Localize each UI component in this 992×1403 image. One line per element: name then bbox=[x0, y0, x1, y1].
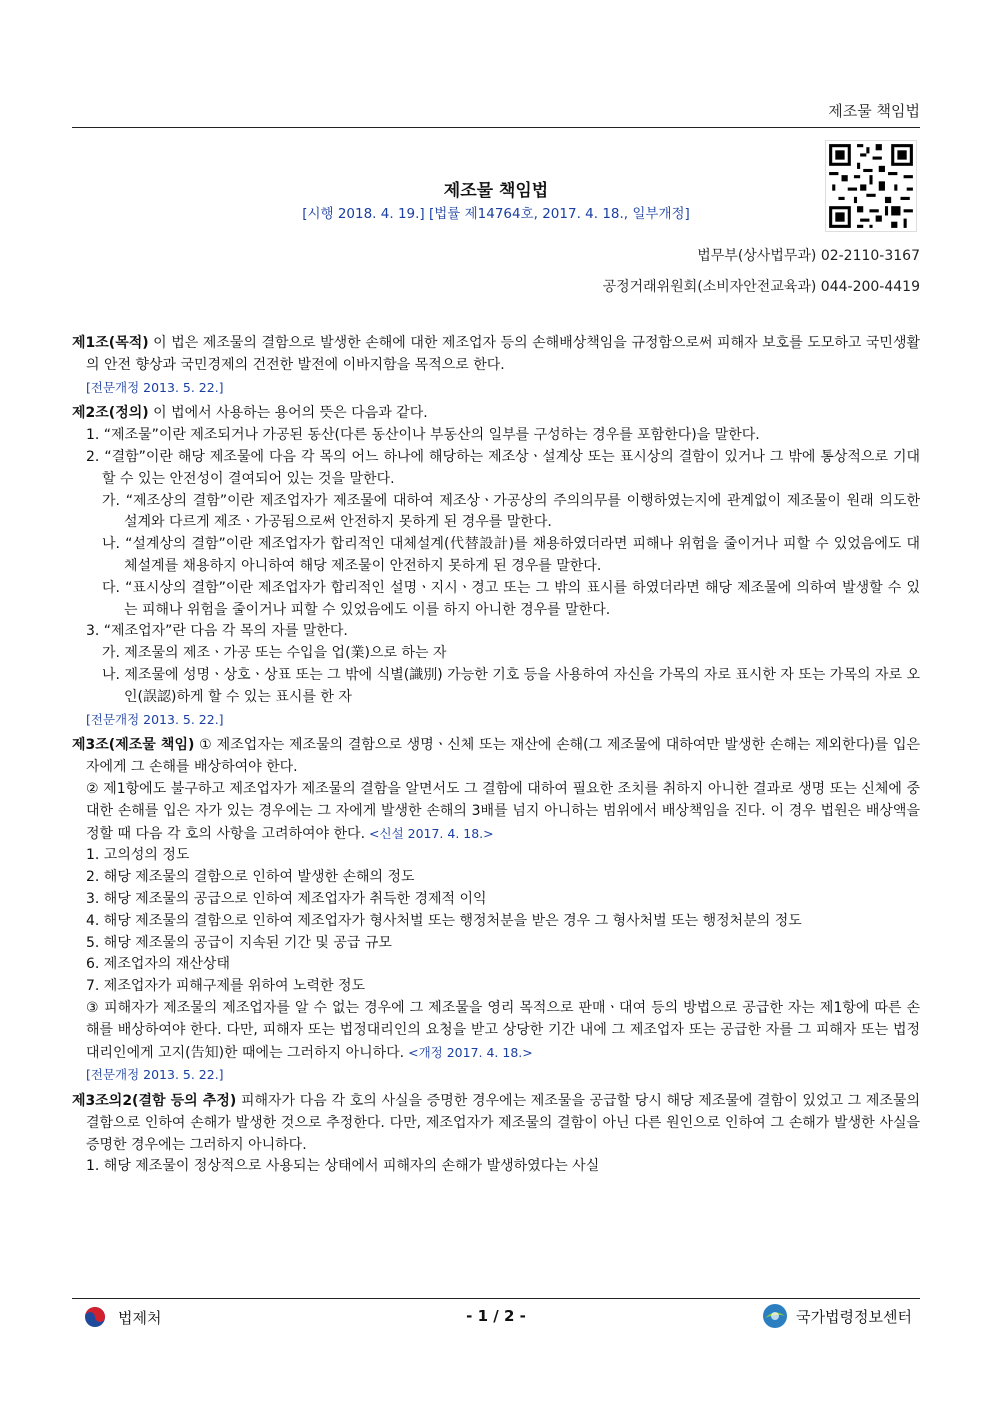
list-item: 3. 해당 제조물의 공급으로 인하여 제조업자가 취득한 경제적 이익 bbox=[86, 890, 487, 907]
page-number: - 1 / 2 - bbox=[466, 1307, 526, 1325]
footer-right bbox=[762, 1303, 912, 1329]
article-title: 제3조의2(결함 등의 추정) bbox=[72, 1093, 237, 1110]
paragraph bbox=[72, 779, 920, 845]
article-text: 이 법에서 사용하는 용어의 뜻은 다음과 같다. bbox=[148, 405, 428, 422]
list-item: 1. 해당 제조물이 정상적으로 사용되는 상태에서 피해자의 손해가 발생하였다는 사실 bbox=[86, 1158, 600, 1175]
footer-divider bbox=[72, 1298, 920, 1299]
list-item: 2. “결함”이란 해당 제조물에 다음 각 목의 어느 하나에 해당하는 제조상ㆍ설계상 또는 표시상의 결함이 있거나 그 밖에 통상적으로 기대할 수 있는 안전성이 결여되어 있는 것을 말한다. bbox=[86, 448, 920, 487]
footer-center-name: 국가법령정보센터 bbox=[796, 1307, 912, 1326]
list-item: 3. “제조업자”란 다음 각 목의 자를 말한다. bbox=[86, 623, 348, 640]
document-enforcement-info: [시행 2018. 4. 19.] [법률 제14764호, 2017. 4. 18., 일부개정] bbox=[302, 206, 690, 222]
article-3-2 bbox=[72, 1091, 920, 1156]
contact-fair-trade-commission: 공정거래위원회(소비자안전교육과) 044-200-4419 bbox=[602, 279, 920, 295]
article-2 bbox=[72, 403, 920, 425]
amendment-tag: [전문개정 2013. 5. 22.] bbox=[86, 1067, 224, 1083]
header-divider bbox=[72, 127, 920, 128]
list-item: 7. 제조업자가 피해구제를 위하여 노력한 정도 bbox=[86, 978, 366, 995]
list-subitem: 나. 제조물에 성명ㆍ상호ㆍ상표 또는 그 밖에 식별(識別) 가능한 기호 등을 사용하여 자신을 가목의 자로 표시한 자 또는 가목의 자로 오인(誤認)하게 할 수 있는 표시를 한 자 bbox=[102, 666, 920, 705]
footer-org-name: 법제처 bbox=[118, 1308, 162, 1327]
article-title: 제3조(제조물 책임) bbox=[72, 737, 195, 754]
article-title: 제1조(목적) bbox=[72, 335, 149, 351]
running-header: 제조물 책임법 bbox=[828, 102, 920, 120]
article-3 bbox=[72, 735, 920, 779]
amendment-tag: <신설 2017. 4. 18.> bbox=[365, 825, 494, 841]
list-subitem: 나. “설계상의 결함”이란 제조업자가 합리적인 대체설계(代替設計)를 채용하였더라면 피해나 위험을 줄이거나 피할 수 있었음에도 대체설계를 채용하지 아니하여 해당 제조물이 안전하지 못하게 된 경우를 말한다. bbox=[102, 536, 920, 574]
list-subitem: 가. 제조물의 제조ㆍ가공 또는 수입을 업(業)으로 하는 자 bbox=[102, 645, 447, 662]
law-center-logo-icon bbox=[762, 1303, 788, 1329]
list-item: 2. 해당 제조물의 결함으로 인하여 발생한 손해의 정도 bbox=[86, 869, 415, 886]
document-title: 제조물 책임법 bbox=[443, 181, 549, 201]
article-text: ① 제조업자는 제조물의 결함으로 생명ㆍ신체 또는 재산에 손해(그 제조물에 대하여만 발생한 손해는 제외한다)를 입은 자에게 그 손해를 배상하여야 한다. bbox=[86, 737, 920, 776]
amendment-tag: [전문개정 2013. 5. 22.] bbox=[86, 711, 224, 727]
paragraph-text: ③ 피해자가 제조물의 제조업자를 알 수 없는 경우에 그 제조물을 영리 목적으로 판매ㆍ대여 등의 방법으로 공급한 자는 제1항에 따른 손해를 배상하여야 한다. 다만, 피해자 또는 법정대리인의 요청을 받고 상당한 기간 내에 그 제조업자 또는 공급한 자를 그 피해자 또는 법정대리인에게 고지(告知)한 때에는 그러하지 아니하다. bbox=[86, 999, 920, 1061]
article-text: 이 법은 제조물의 결함으로 발생한 손해에 대한 제조업자 등의 손해배상책임을 규정함으로써 피해자 보호를 도모하고 국민생활의 안전 향상과 국민경제의 건전한 발전에 이바지함을 목적으로 한다. bbox=[86, 335, 920, 373]
list-item: 1. 고의성의 정도 bbox=[86, 847, 190, 864]
article-1 bbox=[72, 333, 920, 377]
list-item: 4. 해당 제조물의 결함으로 인하여 제조업자가 형사처벌 또는 행정처분을 받은 경우 그 형사처벌 또는 행정처분의 정도 bbox=[86, 912, 802, 929]
contact-ministry-of-justice: 법무부(상사법무과) 02-2110-3167 bbox=[697, 248, 920, 264]
amendment-tag: [전문개정 2013. 5. 22.] bbox=[86, 379, 224, 395]
law-body bbox=[72, 333, 920, 1178]
list-subitem: 가. “제조상의 결함”이란 제조업자가 제조물에 대하여 제조상ㆍ가공상의 주의의무를 이행하였는지에 관계없이 제조물이 원래 의도한 설계와 다르게 제조ㆍ가공됨으로써 안전하지 못하게 된 경우를 말한다. bbox=[102, 492, 920, 531]
list-item: 5. 해당 제조물의 공급이 지속된 기간 및 공급 규모 bbox=[86, 934, 392, 951]
list-item: 6. 제조업자의 재산상태 bbox=[86, 956, 230, 973]
article-title: 제2조(정의) bbox=[72, 405, 149, 422]
amendment-tag: <개정 2017. 4. 18.> bbox=[404, 1044, 533, 1060]
article-text: 피해자가 다음 각 호의 사실을 증명한 경우에는 제조물을 공급할 당시 해당 제조물에 결함이 있었고 그 제조물의 결함으로 인하여 손해가 발생한 것으로 추정한다. 다만, 제조업자가 제조물의 결함이 아닌 다른 원인으로 인하여 그 손해가 발생한 사실을 증명한 경우에는 그러하지 아니하다. bbox=[86, 1093, 921, 1153]
paragraph-text: ② 제1항에도 불구하고 제조업자가 제조물의 결함을 알면서도 그 결함에 대하여 필요한 조치를 취하지 아니한 결과로 생명 또는 신체에 중대한 손해를 입은 자가 있는 경우에는 그 자에게 발생한 손해의 3배를 넘지 아니하는 범위에서 배상책임을 진다. 이 경우 법원은 배상액을 정할 때 다음 각 호의 사항을 고려하여야 한다. bbox=[86, 780, 920, 842]
paragraph bbox=[72, 998, 920, 1064]
list-item: 1. “제조물”이란 제조되거나 가공된 동산(다른 동산이나 부동산의 일부를 구성하는 경우를 포함한다)을 말한다. bbox=[86, 427, 760, 444]
list-subitem: 다. “표시상의 결함”이란 제조업자가 합리적인 설명ㆍ지시ㆍ경고 또는 그 밖의 표시를 하였더라면 해당 제조물에 의하여 발생할 수 있는 피해나 위험을 줄이거나 피할 수 있었음에도 이를 하지 아니한 경우를 말한다. bbox=[102, 579, 920, 618]
